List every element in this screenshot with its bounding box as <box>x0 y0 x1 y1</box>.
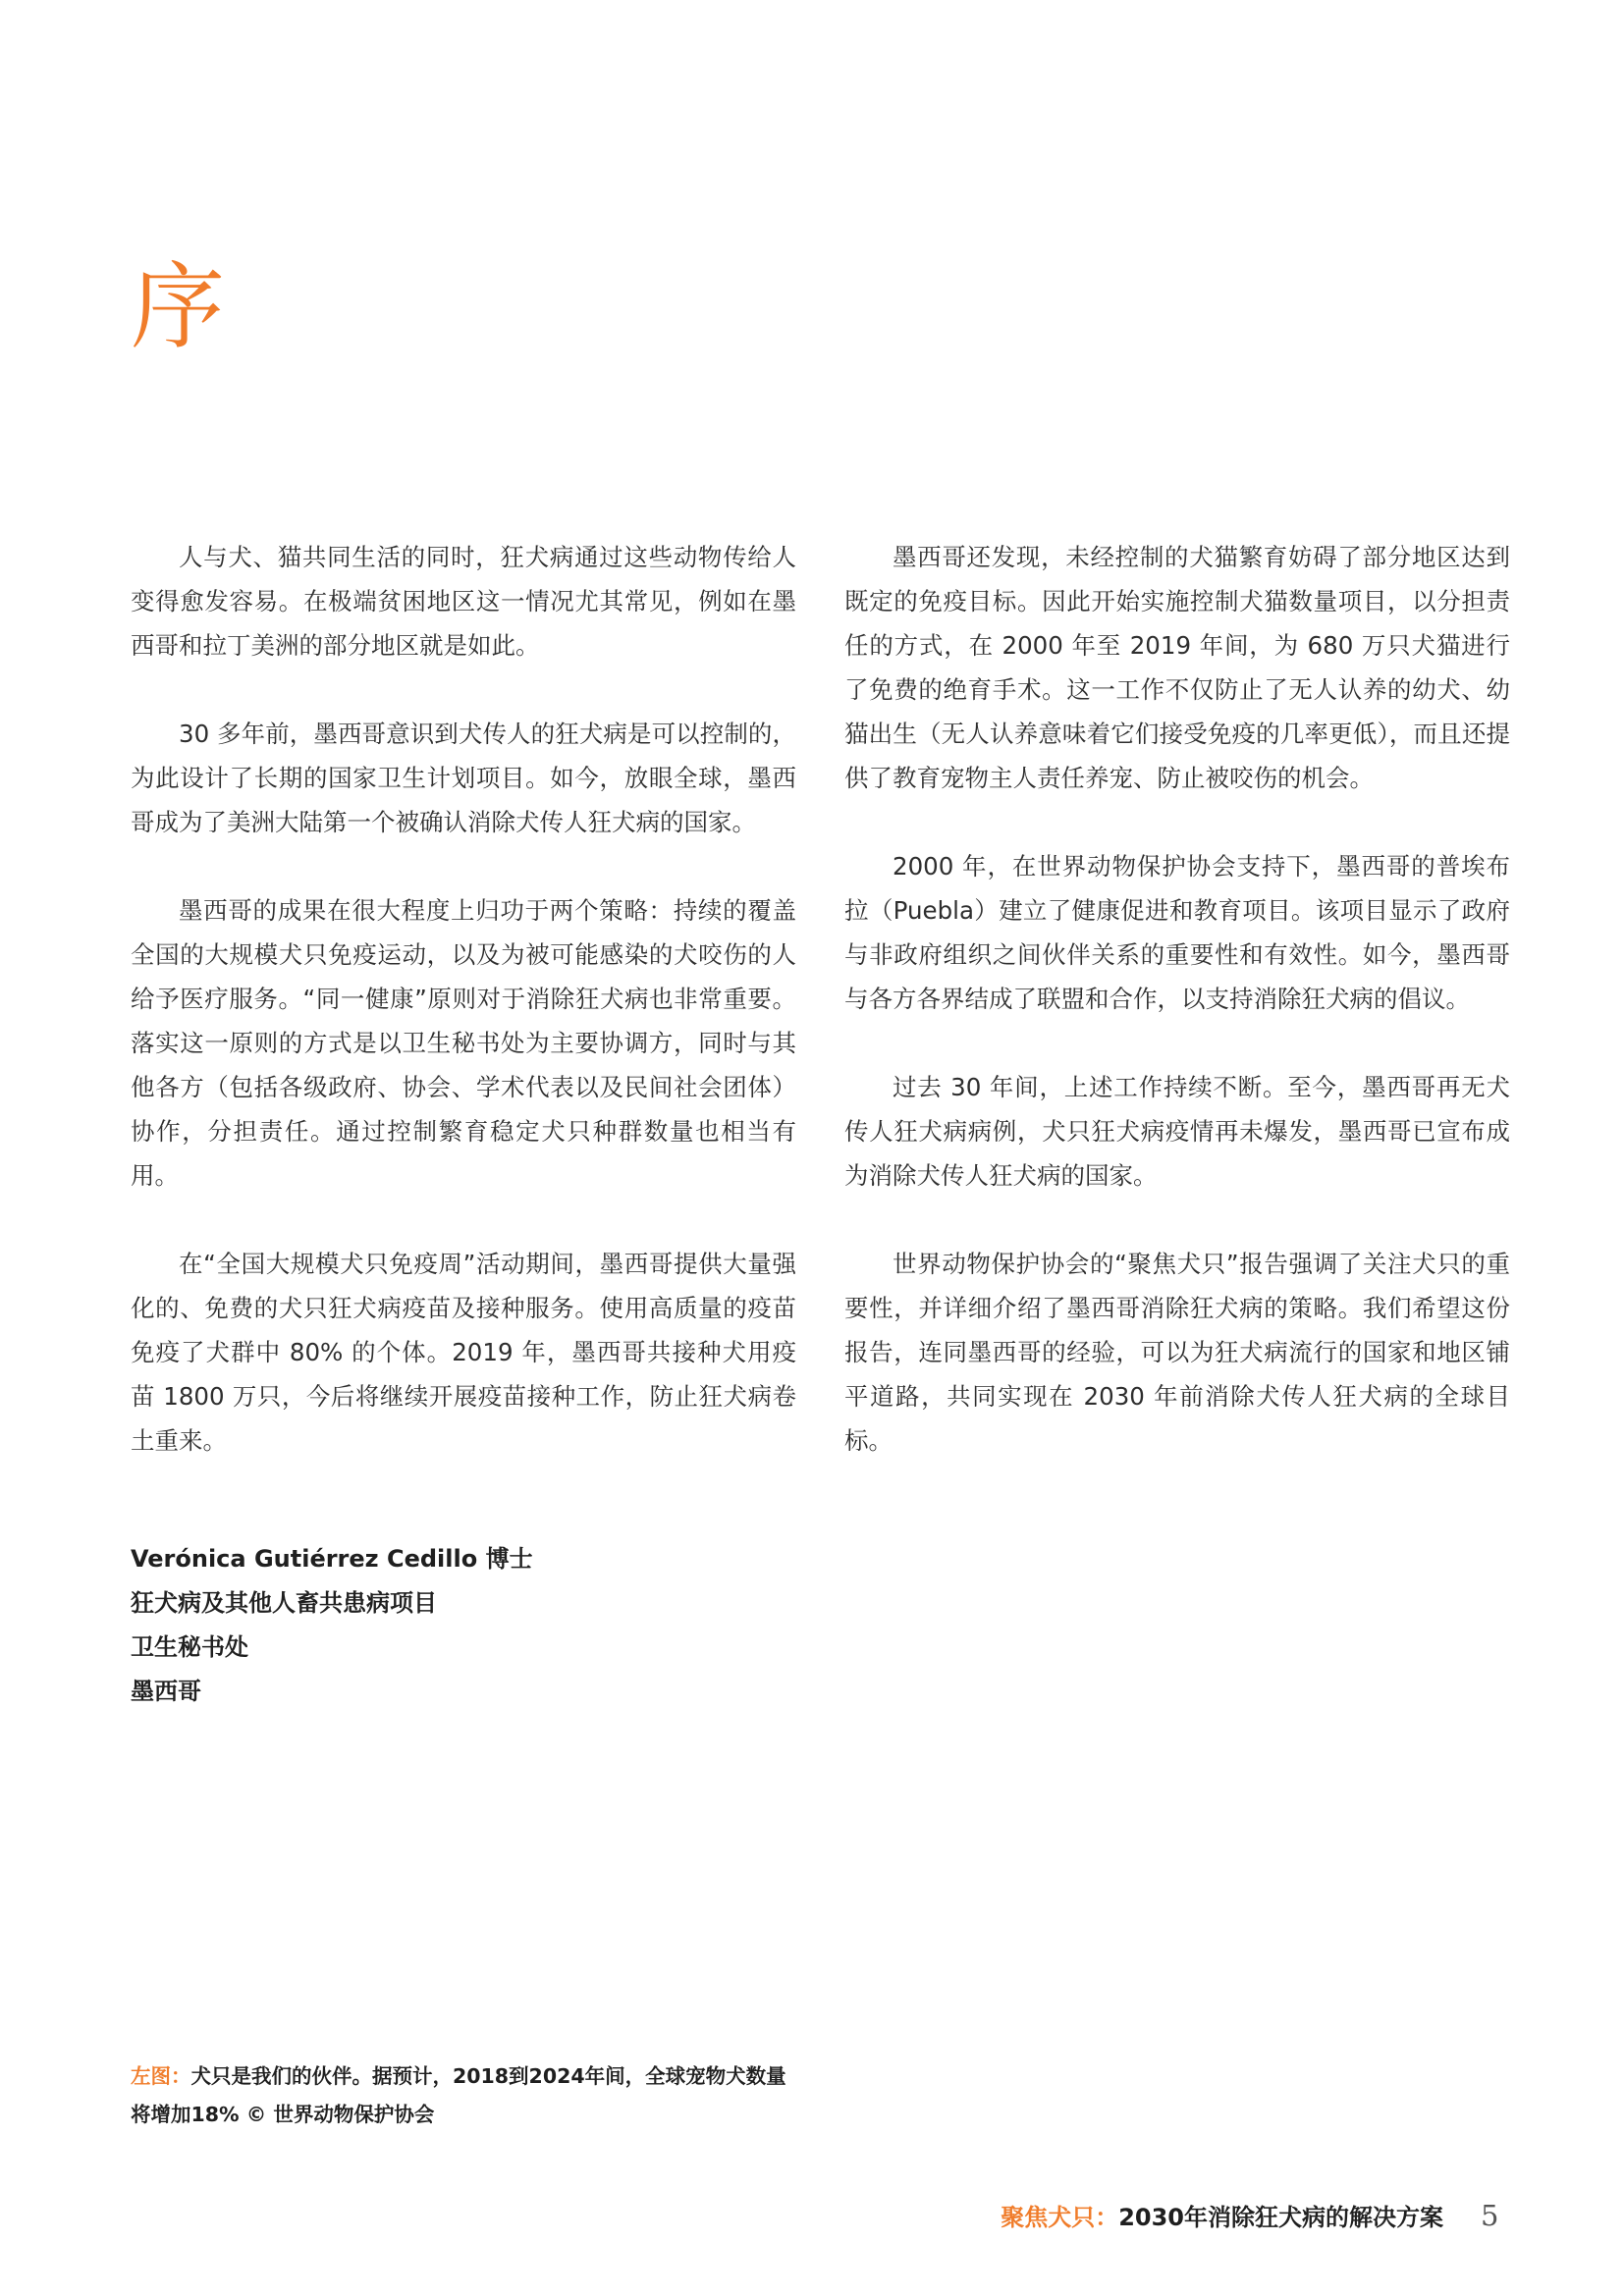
paragraph: 在“全国大规模犬只免疫周”活动期间，墨西哥提供大量强化的、免费的犬只狂犬病疫苗及接种服务。使用高质量的疫苗免疫了犬群中 80% 的个体。2019 年，墨西哥共接种犬用疫苗 1800 万只，今后将继续开展疫苗接种工作，防止狂犬病卷土重来。 <box>131 1250 796 1455</box>
paragraph: 30 多年前，墨西哥意识到犬传人的狂犬病是可以控制的，为此设计了长期的国家卫生计划项目。如今，放眼全球，墨西哥成为了美洲大陆第一个被确认消除犬传人狂犬病的国家。 <box>131 720 796 836</box>
paragraph: 2000 年，在世界动物保护协会支持下，墨西哥的普埃布拉（Puebla）建立了健康促进和教育项目。该项目显示了政府与非政府组织之间伙伴关系的重要性和有效性。如今，墨西哥与各方各界结成了联盟和合作，以支持消除狂犬病的倡议。 <box>844 852 1510 1013</box>
left-column <box>131 535 796 1507</box>
signature-country: 墨西哥 <box>131 1678 201 1705</box>
page-title: 序 <box>131 252 225 362</box>
signature-block <box>131 1537 533 1714</box>
caption-label: 左图： <box>131 2064 191 2088</box>
running-footer <box>1001 2198 1443 2237</box>
footer-subtitle: 2030年消除狂犬病的解决方案 <box>1118 2204 1443 2231</box>
paragraph: 墨西哥的成果在很大程度上归功于两个策略：持续的覆盖全国的大规模犬只免疫运动，以及为被可能感染的犬咬伤的人给予医疗服务。“同一健康”原则对于消除狂犬病也非常重要。落实这一原则的方式是以卫生秘书处为主要协调方，同时与其他各方（包括各级政府、协会、学术代表以及民间社会团体）协作，分担责任。通过控制繁育稳定犬只种群数量也相当有用。 <box>131 896 796 1190</box>
signature-office: 卫生秘书处 <box>131 1633 248 1661</box>
paragraph: 世界动物保护协会的“聚焦犬只”报告强调了关注犬只的重要性，并详细介绍了墨西哥消除狂犬病的策略。我们希望这份报告，连同墨西哥的经验，可以为狂犬病流行的国家和地区铺平道路，共同实现在 2030 年前消除犬传人狂犬病的全球目标。 <box>844 1250 1510 1455</box>
page-number: 5 <box>1481 2199 1499 2232</box>
footer-brand: 聚焦犬只： <box>1001 2204 1119 2231</box>
image-caption <box>131 2057 798 2134</box>
paragraph: 墨西哥还发现，未经控制的犬猫繁育妨碍了部分地区达到既定的免疫目标。因此开始实施控制犬猫数量项目，以分担责任的方式，在 2000 年至 2019 年间，为 680 万只犬猫进行了免费的绝育手术。这一工作不仅防止了无人认养的幼犬、幼猫出生（无人认养意味着它们接受免疫的几率更低），而且还提供了教育宠物主人责任养宠、防止被咬伤的机会。 <box>844 543 1510 792</box>
right-column <box>844 535 1510 1507</box>
signature-program: 狂犬病及其他人畜共患病项目 <box>131 1589 437 1617</box>
signature-name: Verónica Gutiérrez Cedillo 博士 <box>131 1545 533 1573</box>
paragraph: 人与犬、猫共同生活的同时，狂犬病通过这些动物传给人变得愈发容易。在极端贫困地区这一情况尤其常见，例如在墨西哥和拉丁美洲的部分地区就是如此。 <box>131 543 796 660</box>
caption-text: 犬只是我们的伙伴。据预计，2018到2024年间，全球宠物犬数量将增加18% © 世界动物保护协会 <box>131 2064 786 2126</box>
paragraph: 过去 30 年间，上述工作持续不断。至今，墨西哥再无犬传人狂犬病病例，犬只狂犬病疫情再未爆发，墨西哥已宣布成为消除犬传人狂犬病的国家。 <box>844 1073 1510 1190</box>
